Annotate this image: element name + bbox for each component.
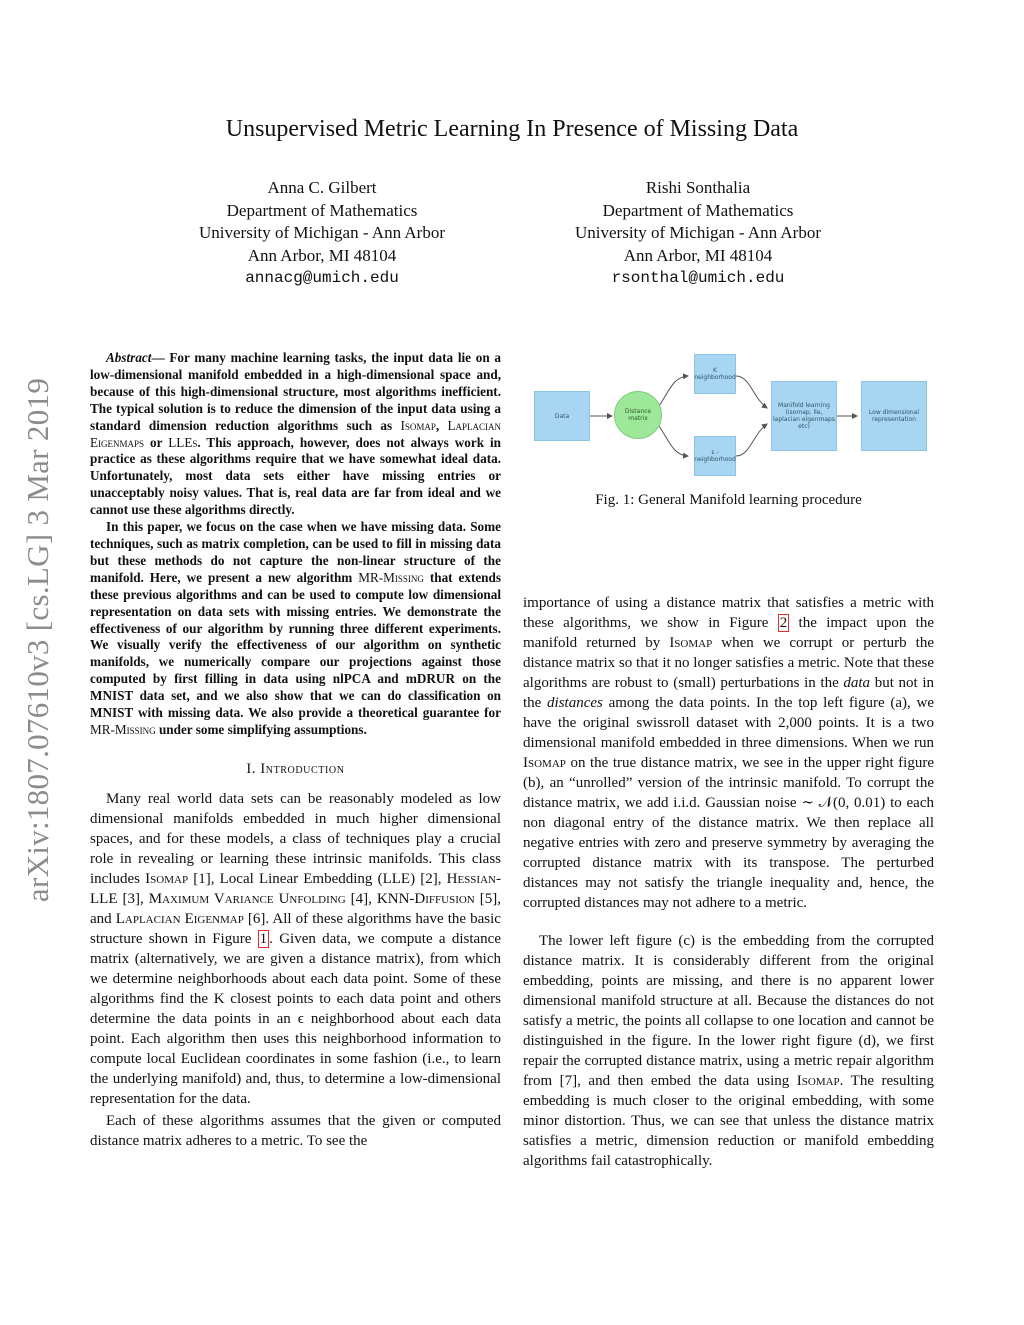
abstract	[90, 350, 501, 739]
figure-1-caption: Fig. 1: General Manifold learning procedure	[595, 492, 862, 508]
abstract-paragraph-1: Abstract— For many machine learning tasks, the input data lie on a low-dimensional manifold embedded in a high-dimensional space and, because of this high-dimensional structure, most algorithms inefficient. The typical solution is to reduce the dimension of the input data using a standard dimension reduction algorithms such as Isomap, Laplacian Eigenmaps or LLEs. This approach, however, does not always work in practice as these algorithms require that we have somewhat ideal data. Unfortunately, most data sets either have missing entries or unacceptably noisy values. That is, real data are far from ideal and we cannot use these algorithms directly.	[90, 350, 502, 518]
author-univ: University of Michigan - Ann Arbor	[199, 223, 445, 242]
right-paragraph-2: The lower left figure (c) is the embedding from the corrupted distance matrix. It is considerably different from the original embedding, points are missing, and there is no apparent lower dimensional manifold structure at all. Because the distances do not satisfy a metric, the points all collapse to one location and cannot be distinguished in the figure. In the lower right figure (d), we first repair the corrupted distance matrix, using a metric repair algorithm from [7], and then embed the data using Isomap. The resulting embedding is much closer to the original embedding, with some minor distortion. Thus, we can see that unless the distance matrix satisfies a metric, dimension reduction or manifold embedding algorithms fail catastrophically.	[523, 933, 934, 1169]
figure-1-link[interactable]: 1	[259, 930, 268, 947]
author-email[interactable]: rsonthal@umich.edu	[611, 269, 785, 287]
left-column	[90, 350, 501, 1151]
paper-title: Unsupervised Metric Learning In Presence of Missing Data	[225, 116, 799, 142]
right-column	[523, 593, 934, 1171]
right-paragraph-1: importance of using a distance matrix that satisfies a metric with these algorithms, we show in Figure 2 the impact upon the manifold returned by Isomap when we corrupt or perturb the distance matrix so that it no longer satisfies a metric. Note that these algorithms are robust to (small) perturbations in the data but not in the distances among the data points. In the top left figure (a), we have the original swissroll dataset with 2,000 points. It is a two dimensional manifold embedded in three dimensions. When we run Isomap on the true distance matrix, we see in the upper right figure (b), an “unrolled” version of the intrinsic manifold. To corrupt the distance matrix, we add i.i.d. Gaussian noise ∼ 𝒩(0, 0.01) to each non diagonal entry of the distance matrix. We then replace all negative entries with zero and preserve symmetry by averaging the corrupted distance matrix with its transpose. The perturbed distances may not satisfy the triangle inequality and, hence, the corrupted distances may not adhere to a metric.	[523, 595, 934, 911]
box-manifold-learning: Manifold learning (isomap, lle, laplacian eigenmaps etc)	[771, 381, 837, 451]
abstract-label: Abstract	[106, 350, 152, 365]
arrow-matrix-to-k	[659, 376, 688, 406]
arrow-eps-to-manifold	[736, 424, 767, 456]
section-heading-introduction: I. Introduction	[246, 760, 345, 777]
arrow-k-to-manifold	[736, 376, 767, 408]
author-block-1	[142, 177, 502, 290]
figure-1-diagram	[528, 350, 938, 480]
author-addr: Ann Arbor, MI 48104	[623, 245, 773, 265]
introduction-body	[90, 789, 501, 1151]
author-dept: Department of Mathematics	[602, 200, 794, 220]
abstract-paragraph-2: In this paper, we focus on the case when we have missing data. Some techniques, such as matrix completion, can be used to fill in missing data but these methods do not capture the non-linear structure of the manifold. Here, we present a new algorithm MR-Missing that extends these previous algorithms and can be used to compute low dimensional representation on data sets with missing entries. We demonstrate the effectiveness of our algorithm by running three different experiments. We visually verify the effectiveness of our algorithm on synthetic manifolds, we numerically compare our projections against those computed by first filling in data using nlPCA and mDRUR on the MNIST data set, and we also show that we can do classification on MNIST with missing data. We also provide a theoretical guarantee for MR-Missing under some simplifying assumptions.	[90, 519, 501, 737]
intro-paragraph-2: Each of these algorithms assumes that the given or computed distance matrix adheres to a metric. To see the	[90, 1112, 501, 1149]
author-block-2	[518, 177, 878, 290]
intro-paragraph-1: Many real world data sets can be reasonably modeled as low dimensional manifolds embedded in much higher dimensional spaces, and for these models, a class of techniques play a crucial role in revealing or learning these intrinsic manifolds. This class includes Isomap [1], Local Linear Embedding (LLE) [2], Hessian-LLE [3], Maximum Variance Unfolding [4], KNN-Diffusion [5], and Laplacian Eigenmap [6]. All of these algorithms have the basic structure shown in Figure 1 . Given data, we compute a distance matrix (alternatively, we are given a distance matrix), from which we determine neighborhoods about each data point. Some of these algorithms find the K closest points to each data point and others determine the data points in an ϵ neighborhood about each data point. Each algorithm then uses this neighborhood information to compute local Euclidean coordinates in some fashion (i.e., to learn the underlying manifold) and, thus, to determine a low-dimensional representation for the data.	[90, 790, 501, 1107]
author-name: Rishi Sonthalia	[645, 178, 751, 197]
box-epsilon-neighborhood: ε - neighborhood	[694, 436, 736, 476]
author-univ: University of Michigan - Ann Arbor	[575, 223, 821, 242]
box-k-neighborhood: K neighborhood	[694, 354, 736, 394]
box-data: Data	[534, 391, 590, 441]
author-addr: Ann Arbor, MI 48104	[247, 245, 397, 265]
arrow-matrix-to-eps	[659, 426, 688, 456]
author-email[interactable]: annacg@umich.edu	[245, 269, 399, 287]
author-dept: Department of Mathematics	[226, 200, 418, 220]
box-low-dimensional-representation: Low dimensional representation	[861, 381, 927, 451]
figure-2-link[interactable]: 2	[779, 615, 788, 631]
circle-distance-matrix: Distance matrix	[614, 391, 662, 439]
author-name: Anna C. Gilbert	[267, 178, 377, 197]
